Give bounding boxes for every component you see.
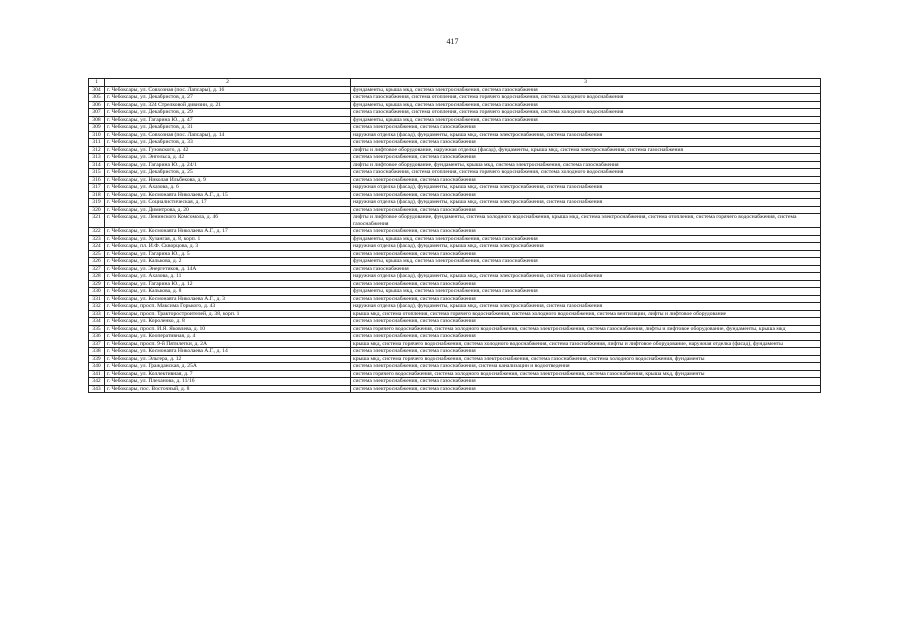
table-row bbox=[89, 228, 821, 236]
table-row bbox=[89, 370, 821, 378]
row-works: система горячего водоснабжения, система холодного водоснабжения, система электроснабжения, система газоснабжения, лифты и лифтовое оборудование, фундаменты, крыша мкд bbox=[351, 325, 821, 333]
housing-repair-table bbox=[88, 78, 821, 393]
row-address: г. Чебоксары, ул. Совхозная (пос. Лапсары), д. 14 bbox=[105, 131, 351, 139]
table-row bbox=[89, 94, 821, 102]
table-row bbox=[89, 169, 821, 177]
row-works: лифты и лифтовое оборудование, фундаменты, крыша мкд, система электроснабжения, система газоснабжения bbox=[351, 161, 821, 169]
row-address: г. Чебоксары, ул. Гузовского, д. 42 bbox=[105, 146, 351, 154]
row-number: 325 bbox=[89, 250, 105, 258]
row-works: система электроснабжения, система газоснабжения bbox=[351, 191, 821, 199]
row-number: 321 bbox=[89, 214, 105, 228]
row-works: система электроснабжения, система газоснабжения bbox=[351, 124, 821, 132]
row-number: 311 bbox=[89, 139, 105, 147]
table-row bbox=[89, 385, 821, 393]
row-number: 327 bbox=[89, 265, 105, 273]
row-works: система электроснабжения, система газоснабжения bbox=[351, 280, 821, 288]
row-number: 331 bbox=[89, 295, 105, 303]
row-number: 343 bbox=[89, 385, 105, 393]
table-row bbox=[89, 235, 821, 243]
row-works: наружная отделка (фасад), фундаменты, крыша мкд, система электроснабжения, система газоснабжения bbox=[351, 303, 821, 311]
row-address: г. Чебоксары, ул. Энгельса, д. 42 bbox=[105, 154, 351, 162]
row-address: г. Чебоксары, ул. Гагарина Ю., д. 24/1 bbox=[105, 161, 351, 169]
table-row bbox=[89, 273, 821, 281]
row-works: наружная отделка (фасад), фундаменты, крыша мкд, система электроснабжения, система газоснабжения bbox=[351, 273, 821, 281]
table-row bbox=[89, 161, 821, 169]
row-address: г. Чебоксары, ул. Гражданская, д. 25А bbox=[105, 363, 351, 371]
row-address: г. Чебоксары, ул. Кооперативная, д. 4 bbox=[105, 333, 351, 341]
row-works: лифты и лифтовое оборудование, фундаменты, система холодного водоснабжения, крыша мкд, система электроснабжения, система отопления, система горячего водоснабжения, система газоснабжения bbox=[351, 214, 821, 228]
row-address: г. Чебоксары, просп. И.Я. Яковлева, д. 10 bbox=[105, 325, 351, 333]
row-address: г. Чебоксары, пос. Восточный, д. 8 bbox=[105, 385, 351, 393]
row-address: г. Чебоксары, ул. Калькова, д. 2 bbox=[105, 258, 351, 266]
row-works: крыша мкд, система горячего водоснабжения, система электроснабжения, система газоснабжения, система холодного водоснабжения, фундаменты bbox=[351, 355, 821, 363]
row-number: 320 bbox=[89, 206, 105, 214]
row-number: 326 bbox=[89, 258, 105, 266]
row-works: система электроснабжения, система газоснабжения bbox=[351, 378, 821, 386]
table-row bbox=[89, 116, 821, 124]
table-row bbox=[89, 340, 821, 348]
row-works: система горячего водоснабжения, система холодного водоснабжения, система электроснабжения, система газоснабжения, крыша мкд, фундаменты bbox=[351, 370, 821, 378]
row-address: г. Чебоксары, ул. Гагарина Ю., д. 47 bbox=[105, 116, 351, 124]
row-number: 336 bbox=[89, 333, 105, 341]
row-works: фундаменты, крыша мкд, система электроснабжения, система газоснабжения bbox=[351, 235, 821, 243]
table-row bbox=[89, 348, 821, 356]
row-address: г. Чебоксары, ул. Калькова, д. 8 bbox=[105, 288, 351, 296]
row-address: г. Чебоксары, ул. Николая Ильбекова, д. 9 bbox=[105, 176, 351, 184]
table-row bbox=[89, 86, 821, 94]
row-works: крыша мкд, система отопления, система горячего водоснабжения, система холодного водоснабжения, система вентиляции, лифты и лифтовое оборудование bbox=[351, 310, 821, 318]
table-row bbox=[89, 295, 821, 303]
row-number: 335 bbox=[89, 325, 105, 333]
row-works: система электроснабжения, система газоснабжения bbox=[351, 250, 821, 258]
table-row bbox=[89, 206, 821, 214]
row-works: фундаменты, крыша мкд, система электроснабжения, система газоснабжения bbox=[351, 288, 821, 296]
row-number: 309 bbox=[89, 124, 105, 132]
row-number: 338 bbox=[89, 348, 105, 356]
row-works: лифты и лифтовое оборудование, наружная отделка (фасад), фундаменты, крыша мкд, система электроснабжения, система газоснабжения bbox=[351, 146, 821, 154]
row-address: г. Чебоксары, ул. Хузангая, д. 8, корп. 1 bbox=[105, 235, 351, 243]
row-number: 332 bbox=[89, 303, 105, 311]
table-row bbox=[89, 288, 821, 296]
row-number: 342 bbox=[89, 378, 105, 386]
row-number: 306 bbox=[89, 101, 105, 109]
row-address: г. Чебоксары, ул. Коллективная, д. 7 bbox=[105, 370, 351, 378]
table-row bbox=[89, 318, 821, 326]
row-works: система электроснабжения, система газоснабжения bbox=[351, 385, 821, 393]
row-number: 308 bbox=[89, 116, 105, 124]
row-number: 314 bbox=[89, 161, 105, 169]
table-row bbox=[89, 199, 821, 207]
table-row bbox=[89, 243, 821, 251]
table-row bbox=[89, 258, 821, 266]
row-address: г. Чебоксары, ул. Социалистическая, д. 17 bbox=[105, 199, 351, 207]
table-row bbox=[89, 280, 821, 288]
table-row bbox=[89, 101, 821, 109]
table-row bbox=[89, 378, 821, 386]
table-row bbox=[89, 139, 821, 147]
row-address: г. Чебоксары, ул. Космонавта Николаева А.Г., д. 17 bbox=[105, 228, 351, 236]
row-number: 315 bbox=[89, 169, 105, 177]
row-address: г. Чебоксары, ул. Гагарина Ю., д. 5 bbox=[105, 250, 351, 258]
row-number: 334 bbox=[89, 318, 105, 326]
row-number: 322 bbox=[89, 228, 105, 236]
row-address: г. Чебоксары, ул. Ахазова, д. 11 bbox=[105, 273, 351, 281]
row-works: фундаменты, крыша мкд, система электроснабжения, система газоснабжения bbox=[351, 258, 821, 266]
table-row bbox=[89, 250, 821, 258]
row-works: фундаменты, крыша мкд, система электроснабжения, система газоснабжения bbox=[351, 116, 821, 124]
row-number: 317 bbox=[89, 184, 105, 192]
row-number: 312 bbox=[89, 146, 105, 154]
row-address: г. Чебоксары, ул. Декабристов, д. 29 bbox=[105, 109, 351, 117]
row-address: г. Чебоксары, пл. И.Ф. Скворцова, д. 3 bbox=[105, 243, 351, 251]
table-body bbox=[89, 86, 821, 393]
row-number: 307 bbox=[89, 109, 105, 117]
row-works: система электроснабжения, система газоснабжения bbox=[351, 206, 821, 214]
table-row bbox=[89, 131, 821, 139]
row-number: 319 bbox=[89, 199, 105, 207]
row-number: 330 bbox=[89, 288, 105, 296]
table-row bbox=[89, 191, 821, 199]
row-works: крыша мкд, система горячего водоснабжения, система холодного водоснабжения, система газоснабжения, лифты и лифтовое оборудование, наружная отделка (фасад), фундаменты bbox=[351, 340, 821, 348]
table-row bbox=[89, 184, 821, 192]
page-number: 417 bbox=[446, 37, 459, 46]
row-address: г. Чебоксары, ул. Эльгера, д. 12 bbox=[105, 355, 351, 363]
row-address: г. Чебоксары, ул. Совхозная (пос. Лапсары), д. 16 bbox=[105, 86, 351, 94]
table-row bbox=[89, 333, 821, 341]
row-address: г. Чебоксары, ул. Димитрова, д. 20 bbox=[105, 206, 351, 214]
row-number: 341 bbox=[89, 370, 105, 378]
row-number: 339 bbox=[89, 355, 105, 363]
table-row bbox=[89, 154, 821, 162]
row-number: 323 bbox=[89, 235, 105, 243]
row-works: наружная отделка (фасад), фундаменты, крыша мкд, система электроснабжения bbox=[351, 243, 821, 251]
table-row bbox=[89, 310, 821, 318]
table-row bbox=[89, 355, 821, 363]
row-works: система электроснабжения, система газоснабжения bbox=[351, 295, 821, 303]
row-address: г. Чебоксары, ул. Плеханова, д. 11/16 bbox=[105, 378, 351, 386]
table-row bbox=[89, 325, 821, 333]
row-address: г. Чебоксары, ул. Короленко, д. 8 bbox=[105, 318, 351, 326]
column-header-number: 1 bbox=[89, 79, 105, 87]
row-works: система электроснабжения, система газоснабжения bbox=[351, 139, 821, 147]
table-row bbox=[89, 265, 821, 273]
column-header-works: 3 bbox=[351, 79, 821, 87]
row-works: система электроснабжения, система газоснабжения bbox=[351, 154, 821, 162]
row-number: 324 bbox=[89, 243, 105, 251]
row-address: г. Чебоксары, ул. Декабристов, д. 25 bbox=[105, 169, 351, 177]
table-row bbox=[89, 146, 821, 154]
row-number: 328 bbox=[89, 273, 105, 281]
row-address: г. Чебоксары, ул. Космонавта Николаева А.Г., д. 15 bbox=[105, 191, 351, 199]
row-number: 329 bbox=[89, 280, 105, 288]
row-works: система газоснабжения, система отопления, система горячего водоснабжения, система холодного водоснабжения bbox=[351, 169, 821, 177]
row-works: система электроснабжения, система газоснабжения bbox=[351, 348, 821, 356]
table-row bbox=[89, 214, 821, 228]
row-address: г. Чебоксары, ул. Декабристов, д. 27 bbox=[105, 94, 351, 102]
table-row bbox=[89, 124, 821, 132]
row-works: наружная отделка (фасад), фундаменты, крыша мкд, система электроснабжения, система газоснабжения bbox=[351, 131, 821, 139]
row-works: наружная отделка (фасад), фундаменты, крыша мкд, система электроснабжения, система газоснабжения bbox=[351, 199, 821, 207]
table-row bbox=[89, 109, 821, 117]
row-address: г. Чебоксары, просп. 9-й Пятилетки, д. 2А bbox=[105, 340, 351, 348]
table-header-row bbox=[89, 79, 821, 87]
row-number: 313 bbox=[89, 154, 105, 162]
row-address: г. Чебоксары, ул. Гагарина Ю., д. 12 bbox=[105, 280, 351, 288]
row-address: г. Чебоксары, ул. Декабристов, д. 31 bbox=[105, 124, 351, 132]
row-works: фундаменты, крыша мкд, система электроснабжения, система газоснабжения bbox=[351, 86, 821, 94]
row-address: г. Чебоксары, ул. Ахазова, д. 6 bbox=[105, 184, 351, 192]
row-number: 304 bbox=[89, 86, 105, 94]
row-works: система электроснабжения, система газоснабжения bbox=[351, 176, 821, 184]
row-works: система газоснабжения bbox=[351, 265, 821, 273]
row-works: система электроснабжения, система газоснабжения bbox=[351, 228, 821, 236]
row-address: г. Чебоксары, ул. Декабристов, д. 33 bbox=[105, 139, 351, 147]
table-row bbox=[89, 176, 821, 184]
row-number: 318 bbox=[89, 191, 105, 199]
table-row bbox=[89, 363, 821, 371]
row-address: г. Чебоксары, просп. Максима Горького, д. 43 bbox=[105, 303, 351, 311]
row-address: г. Чебоксары, ул. Ленинского Комсомола, д. 46 bbox=[105, 214, 351, 228]
column-header-address: 2 bbox=[105, 79, 351, 87]
row-address: г. Чебоксары, ул. 324 Стрелковой дивизии, д. 21 bbox=[105, 101, 351, 109]
row-address: г. Чебоксары, просп. Тракторостроителей, д. 38, корп. 1 bbox=[105, 310, 351, 318]
table-row bbox=[89, 303, 821, 311]
row-works: система газоснабжения, система отопления, система горячего водоснабжения, система холодного водоснабжения bbox=[351, 109, 821, 117]
row-address: г. Чебоксары, ул. Космонавта Николаева А.Г., д. 3 bbox=[105, 295, 351, 303]
row-works: система электроснабжения, система газоснабжения bbox=[351, 333, 821, 341]
row-number: 333 bbox=[89, 310, 105, 318]
row-works: наружная отделка (фасад), фундаменты, крыша мкд, система электроснабжения, система газоснабжения bbox=[351, 184, 821, 192]
row-number: 340 bbox=[89, 363, 105, 371]
row-works: фундаменты, крыша мкд, система электроснабжения, система газоснабжения bbox=[351, 101, 821, 109]
row-address: г. Чебоксары, ул. Космонавта Николаева А.Г., д. 14 bbox=[105, 348, 351, 356]
row-number: 337 bbox=[89, 340, 105, 348]
row-address: г. Чебоксары, ул. Энергетиков, д. 14А bbox=[105, 265, 351, 273]
row-number: 316 bbox=[89, 176, 105, 184]
row-works: система электроснабжения, система газоснабжения, система канализации и водоотведения bbox=[351, 363, 821, 371]
row-number: 310 bbox=[89, 131, 105, 139]
row-works: система электроснабжения, система газоснабжения bbox=[351, 318, 821, 326]
row-works: система газоснабжения, система отопления, система горячего водоснабжения, система холодного водоснабжения bbox=[351, 94, 821, 102]
row-number: 305 bbox=[89, 94, 105, 102]
